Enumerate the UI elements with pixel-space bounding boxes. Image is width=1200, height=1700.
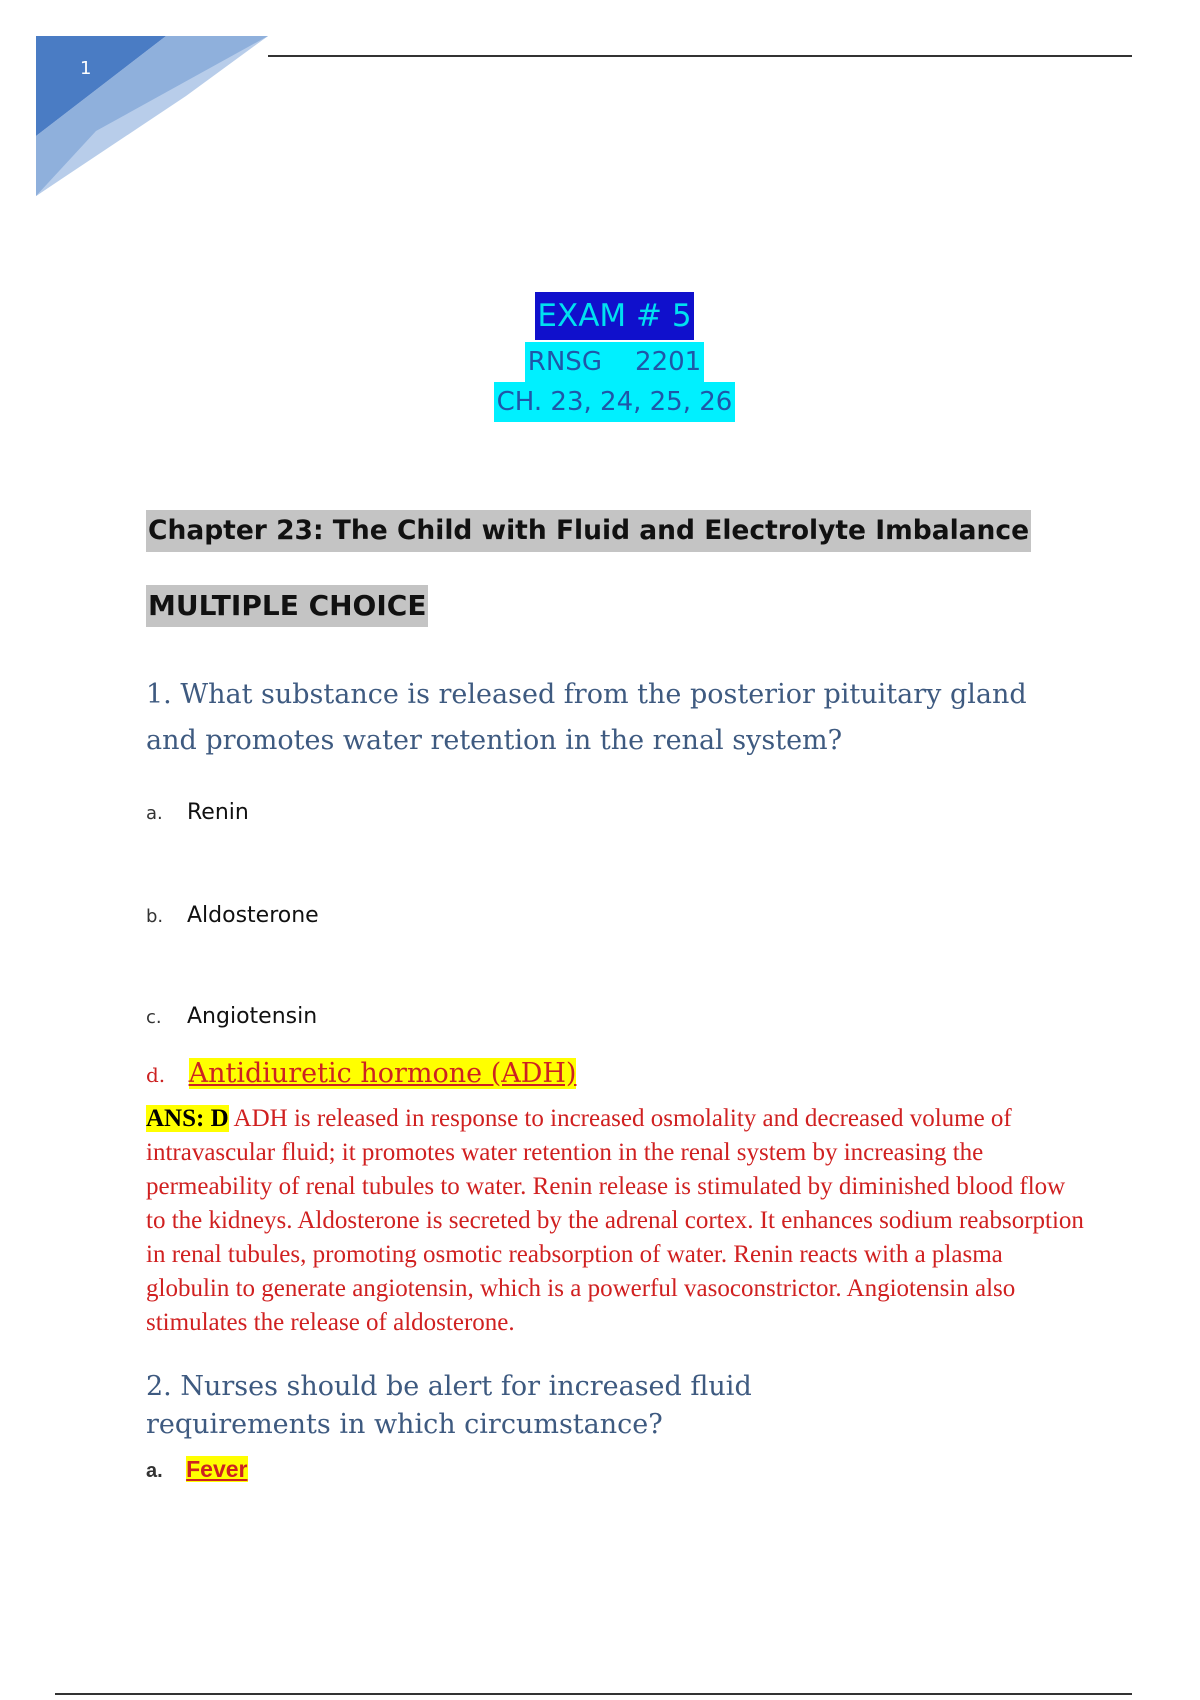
question-2-option-a xyxy=(146,1456,248,1483)
course-code: RNSG 2201 xyxy=(525,342,704,382)
question-1-option-a xyxy=(146,800,249,825)
title-block xyxy=(0,292,1200,422)
rationale-text: ADH is released in response to increased osmolality and decreased volume of intravascular fluid; it promotes water retention in the renal system by increasing the permeability of renal tubules to water. Renin release is stimulated by diminished blood flow to the kidneys. Aldosterone is secreted by the adrenal cortex. It enhances sodium reabsorption in renal tubules, promoting osmotic reabsorption of water. Renin reacts with a plasma globulin to generate angiotensin, which is a powerful vasoconstrictor. Angiotensin also stimulates the release of aldosterone. xyxy=(146,1105,1084,1336)
question-text: Nurses should be alert for increased fluid requirements in which circumstance? xyxy=(146,1371,752,1440)
question-2 xyxy=(146,1368,786,1444)
option-letter: a. xyxy=(146,803,163,824)
option-letter: a. xyxy=(146,1460,163,1482)
option-text: Angiotensin xyxy=(187,1004,318,1029)
question-text: What substance is released from the posterior pituitary gland and promotes water retention in the renal system? xyxy=(146,679,1027,756)
option-letter: d. xyxy=(146,1063,166,1087)
question-1-option-b xyxy=(146,903,319,928)
option-text: Renin xyxy=(187,800,249,825)
option-letter: b. xyxy=(146,906,164,927)
question-number: 2. xyxy=(146,1371,172,1402)
question-1 xyxy=(146,672,1046,764)
page-number: 1 xyxy=(80,58,92,79)
option-letter: c. xyxy=(146,1007,162,1028)
answer-rationale xyxy=(146,1102,1086,1340)
chapter-list: CH. 23, 24, 25, 26 xyxy=(494,382,736,422)
footer-rule xyxy=(55,1693,1132,1695)
question-1-option-d xyxy=(146,1058,576,1089)
chapter-heading: Chapter 23: The Child with Fluid and Electrolyte Imbalance xyxy=(146,510,1031,552)
correct-answer-text: Fever xyxy=(186,1456,248,1482)
section-heading: MULTIPLE CHOICE xyxy=(146,585,428,627)
correct-answer-text: Antidiuretic hormone (ADH) xyxy=(188,1058,577,1089)
question-number: 1. xyxy=(146,679,172,710)
header-rule xyxy=(268,55,1132,57)
option-text: Aldosterone xyxy=(187,903,319,928)
corner-decoration xyxy=(36,36,271,201)
answer-label: ANS: D xyxy=(146,1105,229,1132)
exam-title: EXAM # 5 xyxy=(535,292,693,340)
question-1-option-c xyxy=(146,1004,317,1029)
